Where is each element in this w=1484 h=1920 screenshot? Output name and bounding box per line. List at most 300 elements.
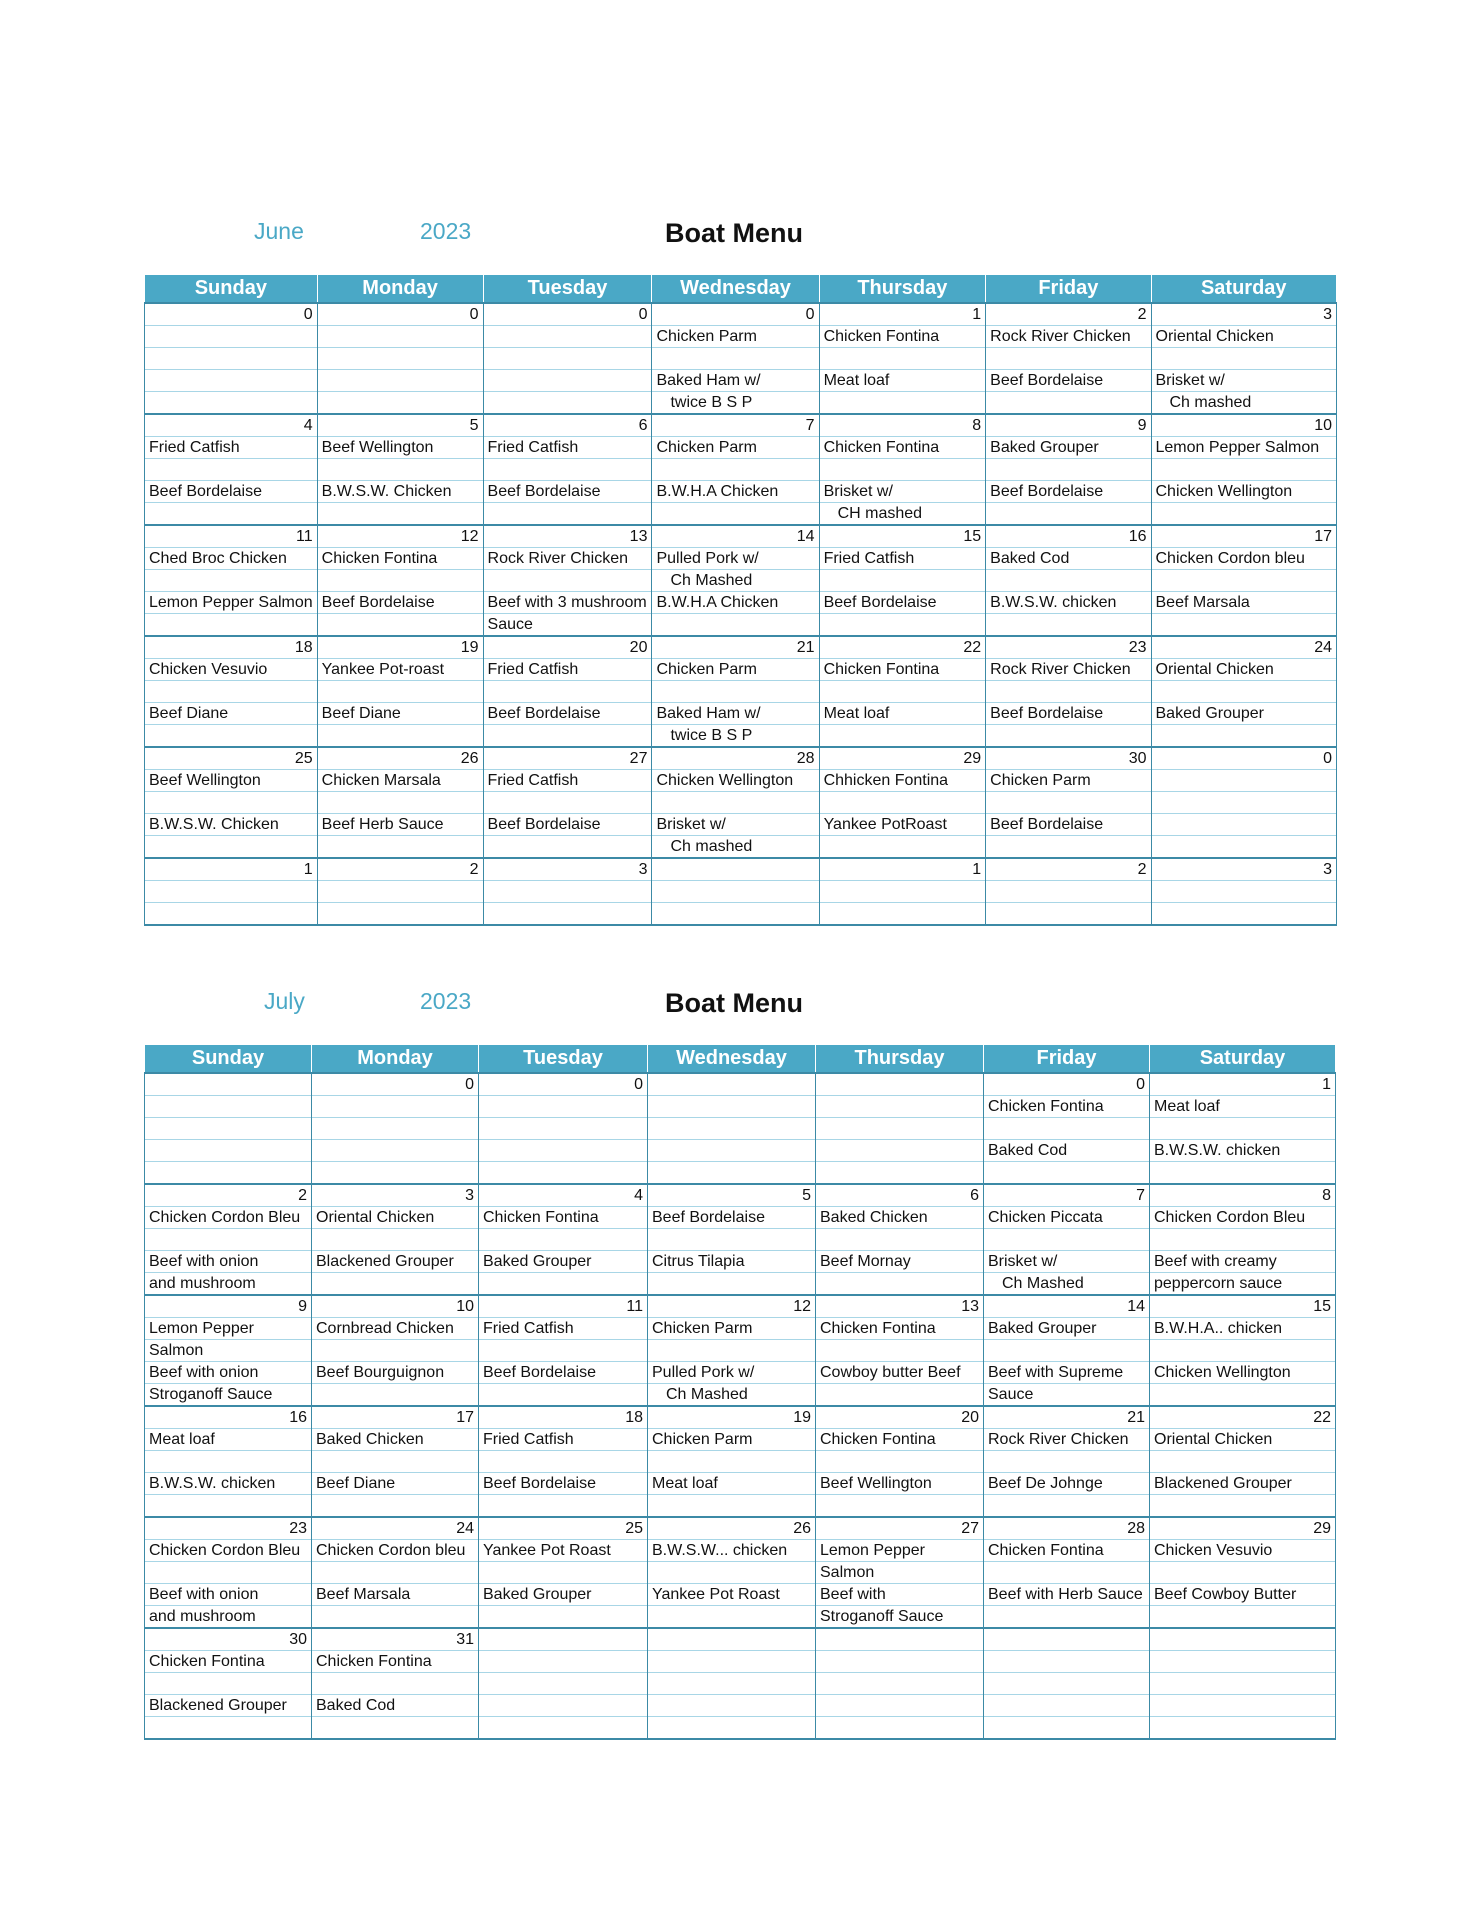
meal-cell: Chicken Fontina — [819, 437, 986, 459]
meal-cell: Beef with — [816, 1584, 984, 1606]
meal-cell — [317, 392, 483, 415]
meal-cell: Pulled Pork w/ — [652, 548, 819, 570]
meal-cell — [483, 570, 652, 592]
page-title: Boat Menu — [665, 218, 803, 248]
date-cell — [648, 1073, 816, 1096]
page-title: Boat Menu — [665, 988, 803, 1018]
meal-cell — [317, 836, 483, 859]
meal-cell: Chicken Fontina — [984, 1096, 1150, 1118]
spacer-cell — [986, 903, 1151, 926]
spacer-cell — [145, 681, 318, 703]
date-cell: 2 — [145, 1184, 312, 1207]
meal-cell: Beef Bordelaise — [986, 703, 1151, 725]
meal-cell: Salmon — [145, 1340, 312, 1362]
meal-cell — [1150, 1695, 1336, 1717]
meal-cell: B.W.H.A Chicken — [652, 481, 819, 503]
meal-cell: twice B S P — [652, 392, 819, 415]
date-cell: 27 — [816, 1517, 984, 1540]
date-cell: 0 — [145, 303, 318, 326]
meal-cell: Rock River Chicken — [984, 1429, 1150, 1451]
date-cell: 19 — [648, 1406, 816, 1429]
meal-cell: Yankee Pot Roast — [648, 1584, 816, 1606]
spacer-cell — [479, 1673, 648, 1695]
spacer-cell — [1150, 1451, 1336, 1473]
spacer-cell — [1150, 1673, 1336, 1695]
meal-cell: Beef Bordelaise — [483, 481, 652, 503]
spacer-cell — [652, 459, 819, 481]
date-cell — [1150, 1628, 1336, 1651]
spacer-cell — [984, 1451, 1150, 1473]
spacer-cell — [145, 1673, 312, 1695]
meal-cell — [816, 1273, 984, 1296]
meal-cell: Beef Bordelaise — [986, 481, 1151, 503]
meal-cell: Chicken Cordon bleu — [312, 1540, 479, 1562]
meal-cell: Chicken Marsala — [317, 770, 483, 792]
meal-cell: Chicken Cordon Bleu — [1150, 1207, 1336, 1229]
meal-cell: Fried Catfish — [479, 1429, 648, 1451]
date-cell: 2 — [986, 303, 1151, 326]
date-cell — [145, 1073, 312, 1096]
meal-cell — [984, 1651, 1150, 1673]
meal-cell: Chicken Vesuvio — [1150, 1540, 1336, 1562]
date-cell: 30 — [145, 1628, 312, 1651]
meal-cell: Ch Mashed — [648, 1384, 816, 1407]
meal-cell: Meat loaf — [819, 703, 986, 725]
spacer-cell — [819, 681, 986, 703]
meal-cell: Chicken Vesuvio — [145, 659, 318, 681]
meal-cell: Beef Bordelaise — [986, 370, 1151, 392]
meal-cell: Chicken Fontina — [819, 326, 986, 348]
spacer-cell — [819, 792, 986, 814]
spacer-cell — [652, 903, 819, 926]
meal-cell — [819, 725, 986, 748]
meal-cell — [317, 326, 483, 348]
day-header-thursday: Thursday — [816, 1045, 984, 1074]
spacer-cell — [317, 903, 483, 926]
meal-cell — [816, 1495, 984, 1518]
meal-cell: Chicken Wellington — [652, 770, 819, 792]
date-cell: 1 — [819, 303, 986, 326]
date-cell: 21 — [652, 636, 819, 659]
meal-cell: Beef Diane — [312, 1473, 479, 1495]
date-cell: 0 — [312, 1073, 479, 1096]
date-cell: 9 — [145, 1295, 312, 1318]
meal-cell: Blackened Grouper — [145, 1695, 312, 1717]
meal-cell: Ch Mashed — [984, 1273, 1150, 1296]
meal-cell — [648, 1340, 816, 1362]
date-cell: 3 — [1151, 858, 1337, 881]
meal-cell — [317, 881, 483, 903]
spacer-cell — [1151, 348, 1337, 370]
meal-cell — [479, 1651, 648, 1673]
meal-cell — [819, 392, 986, 415]
meal-cell — [816, 1340, 984, 1362]
day-header-tuesday: Tuesday — [483, 275, 652, 304]
june-calendar — [144, 218, 1337, 878]
spacer-cell — [1151, 792, 1337, 814]
meal-cell — [479, 1273, 648, 1296]
spacer-cell — [1151, 681, 1337, 703]
year-label: 2023 — [420, 218, 472, 244]
month-label: June — [254, 218, 304, 244]
meal-cell — [312, 1606, 479, 1629]
meal-cell — [1151, 814, 1337, 836]
meal-cell — [1150, 1340, 1336, 1362]
date-cell: 1 — [145, 858, 318, 881]
meal-cell: Baked Cod — [986, 548, 1151, 570]
meal-cell: Beef Bordelaise — [483, 703, 652, 725]
date-cell: 3 — [1151, 303, 1337, 326]
july-menu-table — [144, 1044, 1336, 1740]
meal-cell: Beef Bordelaise — [479, 1362, 648, 1384]
meal-cell — [483, 881, 652, 903]
spacer-cell — [479, 1451, 648, 1473]
spacer-cell — [479, 1118, 648, 1140]
spacer-cell — [986, 792, 1151, 814]
meal-cell — [1150, 1651, 1336, 1673]
meal-cell — [145, 725, 318, 748]
spacer-cell — [483, 792, 652, 814]
date-cell: 23 — [145, 1517, 312, 1540]
spacer-cell — [145, 1118, 312, 1140]
spacer-cell — [145, 1451, 312, 1473]
meal-cell: Baked Cod — [984, 1140, 1150, 1162]
date-cell: 1 — [1150, 1073, 1336, 1096]
day-header-sunday: Sunday — [145, 275, 318, 304]
meal-cell — [145, 503, 318, 526]
meal-cell: and mushroom — [145, 1273, 312, 1296]
date-cell: 28 — [984, 1517, 1150, 1540]
meal-cell: Chhicken Fontina — [819, 770, 986, 792]
date-cell: 5 — [648, 1184, 816, 1207]
july-calendar — [144, 988, 1337, 1714]
meal-cell: Oriental Chicken — [1151, 659, 1337, 681]
meal-cell: B.W.S.W. chicken — [1150, 1140, 1336, 1162]
meal-cell: Pulled Pork w/ — [648, 1362, 816, 1384]
meal-cell: peppercorn sauce — [1150, 1273, 1336, 1296]
meal-cell: Sauce — [483, 614, 652, 637]
meal-cell: Cowboy butter Beef — [816, 1362, 984, 1384]
meal-cell: Oriental Chicken — [312, 1207, 479, 1229]
spacer-cell — [317, 792, 483, 814]
meal-cell: B.W.S.W. Chicken — [145, 814, 318, 836]
meal-cell: Beef Bourguignon — [312, 1362, 479, 1384]
meal-cell: Beef Wellington — [816, 1473, 984, 1495]
date-cell: 0 — [984, 1073, 1150, 1096]
meal-cell — [1151, 570, 1337, 592]
meal-cell — [648, 1495, 816, 1518]
meal-cell — [145, 1162, 312, 1185]
july-title-row — [144, 988, 1337, 1028]
meal-cell: Beef with creamy — [1150, 1251, 1336, 1273]
meal-cell — [984, 1717, 1150, 1740]
meal-cell — [312, 1140, 479, 1162]
meal-cell — [145, 614, 318, 637]
meal-cell — [986, 392, 1151, 415]
spacer-cell — [145, 459, 318, 481]
meal-cell — [479, 1717, 648, 1740]
day-header-saturday: Saturday — [1151, 275, 1337, 304]
meal-cell — [986, 881, 1151, 903]
meal-cell — [145, 392, 318, 415]
meal-cell: CH mashed — [819, 503, 986, 526]
meal-cell: Beef Diane — [317, 703, 483, 725]
year-label: 2023 — [420, 988, 472, 1014]
meal-cell: Yankee Pot-roast — [317, 659, 483, 681]
spacer-cell — [317, 348, 483, 370]
spacer-cell — [816, 1451, 984, 1473]
meal-cell: Beef Mornay — [816, 1251, 984, 1273]
meal-cell: Chicken Parm — [652, 326, 819, 348]
date-cell: 17 — [1151, 525, 1337, 548]
meal-cell — [648, 1140, 816, 1162]
meal-cell — [483, 725, 652, 748]
meal-cell — [483, 503, 652, 526]
date-cell: 1 — [819, 858, 986, 881]
spacer-cell — [312, 1118, 479, 1140]
meal-cell: Beef Marsala — [312, 1584, 479, 1606]
date-cell: 2 — [317, 858, 483, 881]
meal-cell: Lemon Pepper — [145, 1318, 312, 1340]
meal-cell: Fried Catfish — [483, 659, 652, 681]
meal-cell — [816, 1651, 984, 1673]
meal-cell: Chicken Fontina — [317, 548, 483, 570]
meal-cell — [145, 1562, 312, 1584]
meal-cell — [145, 370, 318, 392]
meal-cell: Chicken Parm — [652, 659, 819, 681]
meal-cell — [145, 1495, 312, 1518]
meal-cell: Yankee PotRoast — [819, 814, 986, 836]
meal-cell — [1151, 881, 1337, 903]
meal-cell: Beef Wellington — [317, 437, 483, 459]
meal-cell — [816, 1096, 984, 1118]
spacer-cell — [145, 792, 318, 814]
meal-cell: Lemon Pepper — [816, 1540, 984, 1562]
meal-cell — [145, 881, 318, 903]
meal-cell: Beef Herb Sauce — [317, 814, 483, 836]
spacer-cell — [648, 1118, 816, 1140]
meal-cell — [986, 725, 1151, 748]
meal-cell: Beef Bordelaise — [648, 1207, 816, 1229]
meal-cell — [648, 1695, 816, 1717]
meal-cell — [648, 1273, 816, 1296]
meal-cell: Lemon Pepper Salmon — [145, 592, 318, 614]
meal-cell: Chicken Cordon bleu — [1151, 548, 1337, 570]
meal-cell: Meat loaf — [1150, 1096, 1336, 1118]
meal-cell: Chicken Fontina — [145, 1651, 312, 1673]
date-cell: 25 — [479, 1517, 648, 1540]
meal-cell — [1150, 1606, 1336, 1629]
meal-cell: B.W.H.A Chicken — [652, 592, 819, 614]
date-cell: 17 — [312, 1406, 479, 1429]
meal-cell: Beef with Supreme — [984, 1362, 1150, 1384]
meal-cell — [819, 836, 986, 859]
date-cell: 0 — [652, 303, 819, 326]
date-cell: 6 — [816, 1184, 984, 1207]
meal-cell — [986, 570, 1151, 592]
meal-cell: Beef Bordelaise — [317, 592, 483, 614]
meal-cell: Oriental Chicken — [1151, 326, 1337, 348]
meal-cell: Ched Broc Chicken — [145, 548, 318, 570]
spacer-cell — [1151, 459, 1337, 481]
date-cell: 10 — [312, 1295, 479, 1318]
meal-cell: Rock River Chicken — [986, 326, 1151, 348]
meal-cell — [145, 836, 318, 859]
meal-cell — [483, 326, 652, 348]
date-cell: 21 — [984, 1406, 1150, 1429]
date-cell: 11 — [479, 1295, 648, 1318]
meal-cell — [1150, 1495, 1336, 1518]
meal-cell — [312, 1717, 479, 1740]
meal-cell: Ch Mashed — [652, 570, 819, 592]
date-cell: 7 — [984, 1184, 1150, 1207]
meal-cell: Beef Bordelaise — [819, 592, 986, 614]
meal-cell: and mushroom — [145, 1606, 312, 1629]
meal-cell: Chicken Fontina — [816, 1318, 984, 1340]
meal-cell: Chicken Parm — [986, 770, 1151, 792]
date-cell: 6 — [483, 414, 652, 437]
meal-cell: Meat loaf — [819, 370, 986, 392]
meal-cell: Fried Catfish — [479, 1318, 648, 1340]
meal-cell: Beef with 3 mushroom — [483, 592, 652, 614]
meal-cell: Cornbread Chicken — [312, 1318, 479, 1340]
meal-cell — [984, 1606, 1150, 1629]
meal-cell — [317, 503, 483, 526]
spacer-cell — [648, 1451, 816, 1473]
day-header-monday: Monday — [312, 1045, 479, 1074]
date-cell: 12 — [648, 1295, 816, 1318]
date-cell — [816, 1073, 984, 1096]
meal-cell — [479, 1096, 648, 1118]
meal-cell — [479, 1606, 648, 1629]
meal-cell — [819, 570, 986, 592]
spacer-cell — [816, 1673, 984, 1695]
meal-cell: twice B S P — [652, 725, 819, 748]
meal-cell: Citrus Tilapia — [648, 1251, 816, 1273]
date-cell: 5 — [317, 414, 483, 437]
meal-cell — [479, 1695, 648, 1717]
date-cell: 18 — [145, 636, 318, 659]
meal-cell — [483, 370, 652, 392]
date-cell: 4 — [479, 1184, 648, 1207]
spacer-cell — [145, 348, 318, 370]
spacer-cell — [984, 1229, 1150, 1251]
meal-cell — [652, 614, 819, 637]
meal-cell: Chicken Cordon Bleu — [145, 1207, 312, 1229]
june-title-row — [144, 218, 1337, 258]
meal-cell: Rock River Chicken — [986, 659, 1151, 681]
spacer-cell — [648, 1673, 816, 1695]
date-cell: 7 — [652, 414, 819, 437]
date-cell: 0 — [1151, 747, 1337, 770]
meal-cell: Rock River Chicken — [483, 548, 652, 570]
meal-cell: Beef Bordelaise — [479, 1473, 648, 1495]
date-cell: 13 — [816, 1295, 984, 1318]
meal-cell: Blackened Grouper — [312, 1251, 479, 1273]
meal-cell: Chicken Parm — [648, 1318, 816, 1340]
spacer-cell — [483, 681, 652, 703]
date-cell: 22 — [819, 636, 986, 659]
day-header-wednesday: Wednesday — [652, 275, 819, 304]
day-header-wednesday: Wednesday — [648, 1045, 816, 1074]
date-cell — [984, 1628, 1150, 1651]
day-header-thursday: Thursday — [819, 275, 986, 304]
meal-cell: Baked Ham w/ — [652, 703, 819, 725]
meal-cell: Beef De Johnge — [984, 1473, 1150, 1495]
meal-cell: Fried Catfish — [819, 548, 986, 570]
date-cell: 13 — [483, 525, 652, 548]
meal-cell: Chicken Fontina — [479, 1207, 648, 1229]
meal-cell — [819, 614, 986, 637]
day-header-saturday: Saturday — [1150, 1045, 1336, 1074]
meal-cell — [479, 1140, 648, 1162]
date-cell: 15 — [819, 525, 986, 548]
meal-cell — [1151, 770, 1337, 792]
meal-cell — [312, 1162, 479, 1185]
meal-cell: Baked Cod — [312, 1695, 479, 1717]
meal-cell: B.W.S.W... chicken — [648, 1540, 816, 1562]
date-cell — [648, 1628, 816, 1651]
date-cell: 26 — [648, 1517, 816, 1540]
spacer-cell — [483, 459, 652, 481]
meal-cell: Stroganoff Sauce — [816, 1606, 984, 1629]
meal-cell — [317, 570, 483, 592]
spacer-cell — [1151, 903, 1337, 926]
meal-cell — [479, 1340, 648, 1362]
meal-cell — [483, 836, 652, 859]
spacer-cell — [317, 459, 483, 481]
date-cell: 22 — [1150, 1406, 1336, 1429]
meal-cell: Brisket w/ — [984, 1251, 1150, 1273]
meal-cell: Meat loaf — [648, 1473, 816, 1495]
date-cell: 0 — [317, 303, 483, 326]
date-cell: 19 — [317, 636, 483, 659]
meal-cell — [648, 1096, 816, 1118]
spacer-cell — [652, 348, 819, 370]
meal-cell: B.W.S.W. chicken — [986, 592, 1151, 614]
spacer-cell — [145, 1229, 312, 1251]
meal-cell — [1151, 614, 1337, 637]
meal-cell — [312, 1340, 479, 1362]
date-cell: 29 — [1150, 1517, 1336, 1540]
meal-cell: Fried Catfish — [483, 437, 652, 459]
date-cell: 12 — [317, 525, 483, 548]
meal-cell: Beef Wellington — [145, 770, 318, 792]
meal-cell: Baked Grouper — [986, 437, 1151, 459]
meal-cell: Baked Ham w/ — [652, 370, 819, 392]
date-cell: 30 — [986, 747, 1151, 770]
meal-cell: Brisket w/ — [652, 814, 819, 836]
spacer-cell — [819, 903, 986, 926]
meal-cell: Beef with onion — [145, 1251, 312, 1273]
meal-cell: Sauce — [984, 1384, 1150, 1407]
spacer-cell — [652, 681, 819, 703]
meal-cell — [984, 1695, 1150, 1717]
meal-cell — [984, 1340, 1150, 1362]
date-cell: 3 — [483, 858, 652, 881]
spacer-cell — [984, 1118, 1150, 1140]
date-cell: 11 — [145, 525, 318, 548]
date-cell: 14 — [652, 525, 819, 548]
day-header-friday: Friday — [986, 275, 1151, 304]
spacer-cell — [986, 348, 1151, 370]
day-header-sunday: Sunday — [145, 1045, 312, 1074]
meal-cell — [145, 1096, 312, 1118]
meal-cell — [483, 392, 652, 415]
meal-cell: Beef Marsala — [1151, 592, 1337, 614]
month-label: July — [264, 988, 305, 1014]
meal-cell — [816, 1695, 984, 1717]
